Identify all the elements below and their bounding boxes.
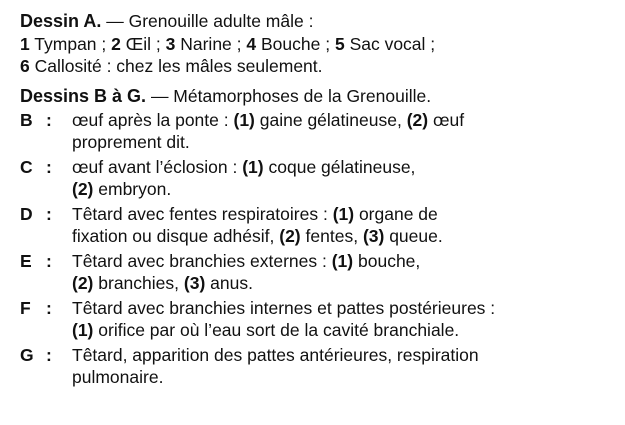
dessin-a-title: Dessin A. [20,11,102,31]
entry-number: (1) [331,251,354,271]
item-number: 3 [165,34,176,54]
entry-text: branchies, [98,273,180,293]
entry-letter: F [20,298,31,318]
entry-colon: : [46,251,52,271]
dessins-bg-title: Dessins B à G. [20,86,147,106]
entry-text: organe de [358,204,438,224]
item-number: 1 [20,34,30,54]
entry-number: (3) [362,226,385,246]
entry-line-2 [72,225,609,247]
entry-line-1 [72,250,609,272]
entry-number: (1) [242,157,264,177]
entry-text: œuf [432,110,465,130]
entry-f [20,297,609,341]
dessins-bg-subtitle: — Métamorphoses de la Grenouille. [150,86,432,106]
item-number: 5 [334,34,345,54]
item-label: Tympan ; [34,34,107,54]
entry-number: (2) [72,179,94,199]
item-label: Sac vocal ; [349,34,436,54]
entry-line-1 [72,109,609,131]
entry-letter: G [20,345,34,365]
entry-text: bouche, [358,251,421,271]
entry-number: (2) [406,110,429,130]
section-dessins-b-g [20,85,609,388]
section-dessin-a [20,10,609,77]
entry-line-1 [72,297,609,319]
entry-letter: B [20,110,33,130]
entry-text: queue. [389,226,443,246]
entry-text: embryon. [98,179,172,199]
entry-line-1 [72,156,609,178]
entry-text: fentes, [305,226,359,246]
entry-text: œuf avant l’éclosion : [72,157,238,177]
dessins-bg-heading [20,85,609,107]
item-label: Narine ; [180,34,242,54]
entry-letter: D [20,204,33,224]
entry-letter: E [20,251,32,271]
entry-text: fixation ou disque adhésif, [72,226,275,246]
item-number: 4 [246,34,257,54]
entry-text: Têtard, apparition des pattes antérieures, respiration [72,345,479,365]
metamorphosis-entries [20,109,609,388]
entry-text: coque gélatineuse, [268,157,416,177]
item-number: 2 [111,34,121,54]
entry-colon: : [46,345,52,365]
entry-colon: : [46,298,52,318]
entry-text: anus. [210,273,253,293]
dessin-a-items-line-1 [20,33,609,55]
entry-text: pulmonaire. [72,367,164,387]
entry-line-2 [72,131,609,153]
dessin-a-heading [20,10,609,32]
item-label: Bouche ; [261,34,331,54]
entry-line-2 [72,178,609,200]
entry-text: Têtard avec branchies externes : [72,251,327,271]
entry-text: Têtard avec branchies internes et pattes postérieures : [72,298,496,318]
entry-line-1 [72,203,609,225]
entry-b [20,109,609,153]
entry-line-2 [72,272,609,294]
entry-text: œuf après la ponte : [72,110,229,130]
dessin-a-items-line-2 [20,55,609,77]
dessin-a-subtitle: — Grenouille adulte mâle : [106,11,314,31]
entry-text: orifice par où l’eau sort de la cavité branchiale. [98,320,460,340]
item-label: Œil ; [125,34,161,54]
entry-number: (1) [72,320,94,340]
entry-line-2 [72,366,609,388]
entry-line-2 [72,319,609,341]
entry-number: (1) [233,110,255,130]
entry-line-1 [72,344,609,366]
entry-e [20,250,609,294]
entry-c [20,156,609,200]
item-number: 6 [20,56,30,76]
entry-number: (2) [279,226,301,246]
entry-text: proprement dit. [72,132,190,152]
entry-g [20,344,609,388]
entry-number: (3) [183,273,206,293]
entry-number: (1) [332,204,355,224]
entry-letter: C [20,157,33,177]
item-label: Callosité : chez les mâles seulement. [34,56,323,76]
entry-text: Têtard avec fentes respiratoires : [72,204,328,224]
entry-number: (2) [72,273,94,293]
entry-colon: : [46,204,52,224]
entry-colon: : [46,110,52,130]
entry-d [20,203,609,247]
entry-text: gaine gélatineuse, [259,110,402,130]
entry-colon: : [46,157,52,177]
